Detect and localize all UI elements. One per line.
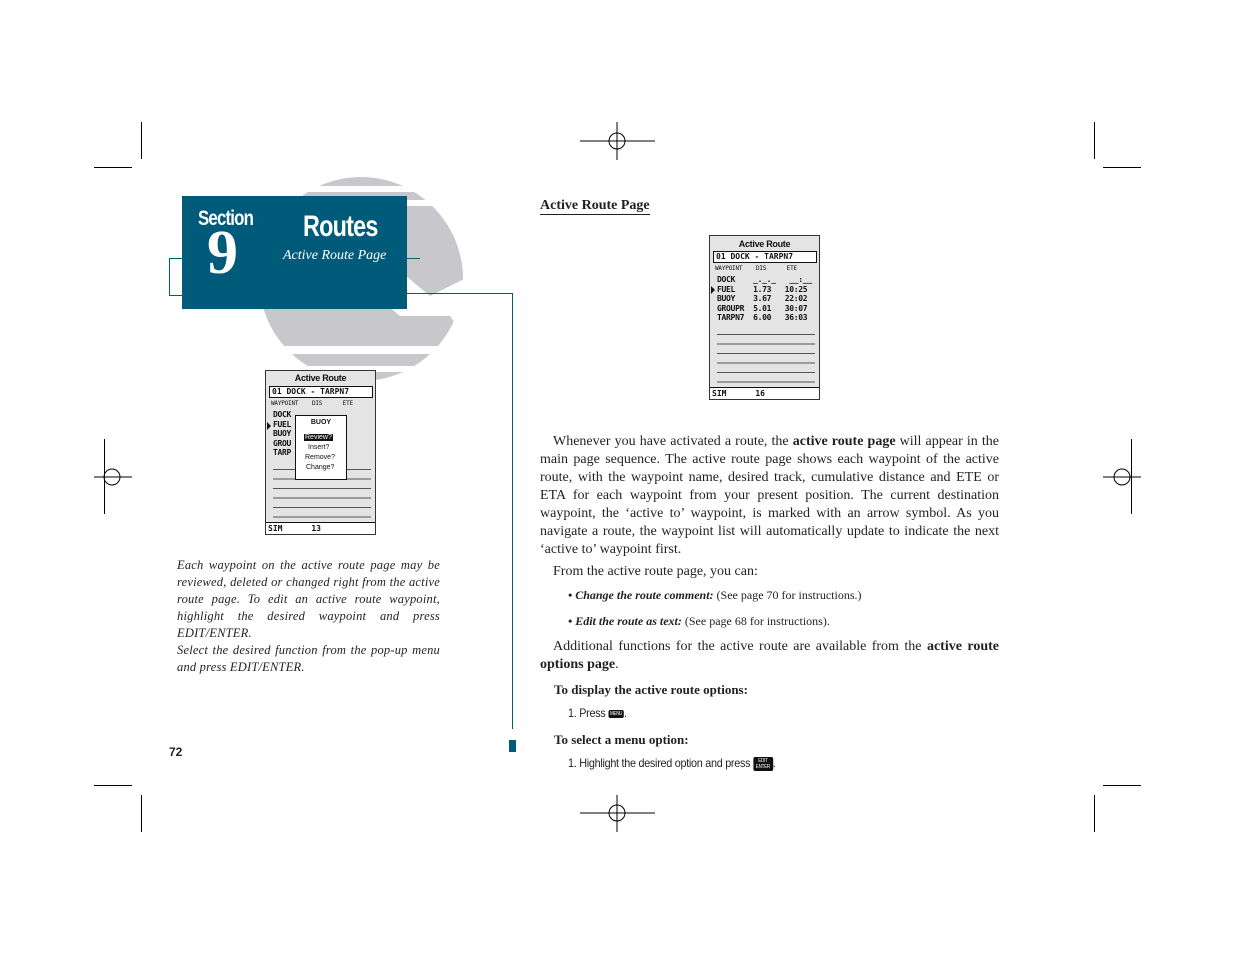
section-title: Routes bbox=[303, 210, 378, 243]
empty-rows bbox=[717, 326, 815, 384]
waypoint-row: BUOY bbox=[273, 429, 292, 438]
section-subtitle: Active Route Page bbox=[283, 248, 387, 263]
status-bar: SIM 13 bbox=[266, 522, 375, 534]
step-press-menu: 1. Press MENU . bbox=[568, 706, 627, 720]
active-arrow-icon bbox=[267, 422, 271, 430]
subheading-display-options: To display the active route options: bbox=[554, 682, 748, 697]
column-headers: WAYPOINT DIS ETE bbox=[715, 265, 797, 272]
waypoint-row: TARPN7 6.00 36:03 bbox=[717, 313, 808, 322]
popup-option-remove[interactable]: Remove? bbox=[305, 454, 335, 461]
waypoint-row: FUEL 1.73 10:25 bbox=[717, 284, 808, 294]
gps-screen-popup bbox=[265, 370, 376, 535]
popup-option-review[interactable]: Review? bbox=[305, 434, 332, 441]
divider-horizontal bbox=[407, 293, 513, 294]
route-field: 01 DOCK - TARPN7 bbox=[713, 251, 817, 263]
gps-screen-active-route bbox=[709, 235, 820, 400]
section-tab-outline bbox=[169, 258, 183, 296]
waypoint-row: DOCK bbox=[273, 410, 292, 419]
bullet-change-comment: • Change the route comment: (See page 70 for instructions.) bbox=[568, 588, 862, 602]
waypoint-row: TARP bbox=[273, 448, 292, 457]
waypoint-row: GROU bbox=[273, 438, 292, 448]
paragraph-options: From the active route page, you can: bbox=[553, 564, 758, 579]
divider-vertical bbox=[512, 293, 513, 729]
divider-tab bbox=[509, 740, 516, 752]
screen-title: Active Route bbox=[738, 239, 791, 249]
waypoint-row: GROUPR 5.01 30:07 bbox=[717, 303, 808, 313]
route-field: 01 DOCK - TARPN7 bbox=[269, 386, 373, 398]
menu-key-icon: MENU bbox=[609, 710, 623, 717]
popup-menu[interactable] bbox=[295, 415, 347, 480]
popup-option-change[interactable]: Change? bbox=[306, 464, 335, 471]
section-number: 9 bbox=[207, 219, 238, 287]
popup-title: BUOY bbox=[310, 419, 332, 426]
caption-review: Each waypoint on the active route page may be reviewed, deleted or changed right from the active route page. To edit an active route waypoint, highlight the desired waypoint and press EDIT/ENTER. bbox=[177, 558, 440, 640]
section-tab-line bbox=[407, 258, 420, 259]
caption-select: Select the desired function from the pop-up menu and press EDIT/ENTER. bbox=[177, 643, 440, 674]
section-label: Section bbox=[198, 207, 254, 230]
screen-title: Active Route bbox=[294, 373, 347, 383]
page-heading: Active Route Page bbox=[540, 198, 650, 213]
popup-option-insert[interactable]: Insert? bbox=[308, 444, 330, 451]
paragraph-intro: Whenever you have activated a route, the active route page will appear in the main page sequence. The active route page shows each waypoint of the active route, with the waypoint name, desired track, cumulative distance and ETE or ETA for each waypoint from your present position. The current destination waypoint, the ‘active to’ waypoint, is marked with an arrow symbol. As you navigate a route, the waypoint list will automatically update to indicate the next ‘active to’ waypoint first. bbox=[540, 434, 999, 557]
edit-enter-key-icon: EDIT ENTER bbox=[753, 757, 773, 771]
status-bar: SIM 16 bbox=[710, 387, 819, 399]
waypoint-row: FUEL bbox=[273, 419, 292, 429]
active-arrow-icon bbox=[711, 286, 715, 294]
bullet-edit-text: • Edit the route as text: (See page 68 for instructions). bbox=[568, 614, 830, 628]
step-highlight-option: 1. Highlight the desired option and press EDIT ENTER . bbox=[568, 756, 776, 770]
page-number: 72 bbox=[169, 745, 183, 759]
column-headers: WAYPOINT DIS ETE bbox=[271, 400, 353, 407]
waypoint-row: BUOY 3.67 22:02 bbox=[717, 294, 808, 303]
paragraph-additional: Additional functions for the active route are available from the active route options page. bbox=[540, 639, 999, 672]
subheading-select-option: To select a menu option: bbox=[554, 732, 689, 747]
waypoint-row: DOCK _._._ __:__ bbox=[717, 275, 812, 284]
